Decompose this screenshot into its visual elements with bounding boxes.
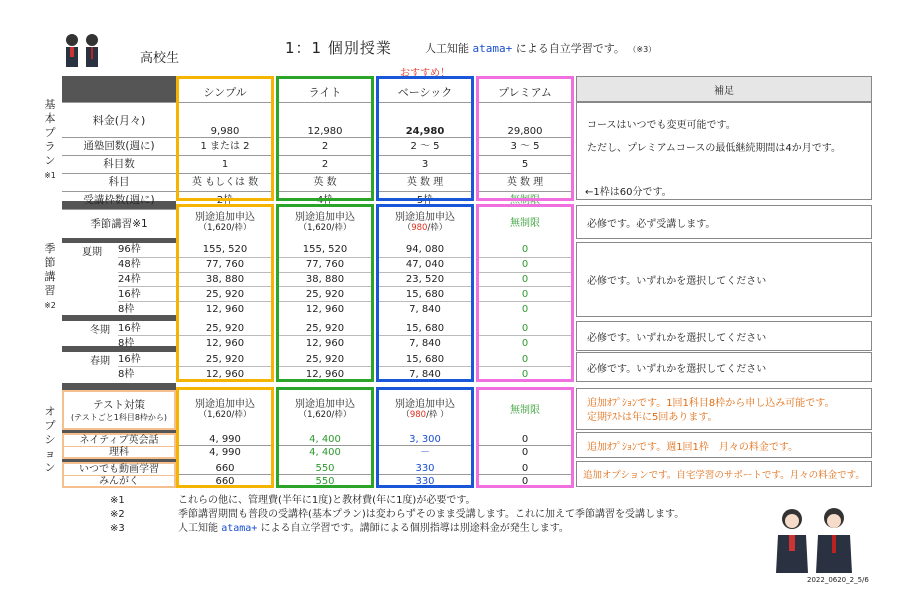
native-simple: 4, 990	[178, 433, 272, 446]
summer-light-value: 12, 960	[305, 303, 345, 315]
recommend-badge: おすすめ！	[400, 68, 451, 79]
column-outline-light	[276, 204, 374, 382]
spring-premium-value: 0	[478, 352, 572, 367]
seasonal-basic: 別途追加申込 （980/枠）	[395, 212, 455, 233]
winter-simple-value: 25, 920	[178, 321, 272, 336]
column-outline-basic	[376, 387, 474, 488]
column-outline-light	[276, 387, 374, 488]
section-bar-options	[62, 383, 176, 390]
subjects-premium: 英 数 理	[478, 174, 572, 192]
column-outline-light	[276, 76, 374, 201]
level-label: 高校生	[140, 51, 180, 66]
mingaku-basic: 330	[415, 475, 435, 487]
native-premium: 0	[478, 433, 572, 446]
summer-premium-value: 0	[478, 258, 572, 273]
note-basic-box: コースはいつでも変更可能です。 ただし、プレミアムコースの最低継続期間は4か月です。 ←1枠は60分です。	[576, 102, 872, 200]
page-subtitle: 人工知能 atama+ による自立学習です。 （※3）	[425, 42, 657, 55]
slots-light: 4枠	[316, 195, 334, 206]
footnote-1: ※1 これらの他に、管理費(半年に1度)と教材費(年に1度)が必要です。	[110, 495, 476, 506]
spring-simple-value: 25, 920	[178, 352, 272, 367]
option-label-native-block	[62, 433, 176, 459]
row-label-visits: 通塾回数(週に)	[62, 138, 176, 156]
summer-simple-value: 38, 880	[178, 273, 272, 288]
winter-basic-value: 15, 680	[378, 321, 472, 336]
spring-simple-value: 12, 960	[205, 368, 245, 380]
spring-label: 春期	[90, 356, 110, 367]
video-simple: 660	[178, 462, 272, 475]
winter-slot-label: 16枠	[118, 321, 176, 336]
row-label-native: ネイティブ英会話	[64, 435, 174, 447]
winter-premium-value: 0	[521, 337, 529, 349]
winter-premium-value: 0	[478, 321, 572, 336]
summer-slot-label: 16枠	[118, 287, 176, 302]
basic-labels	[62, 102, 176, 210]
section-label-seasonal: 季節講習 ※2	[44, 242, 56, 310]
note-header-box: 補足	[576, 76, 872, 102]
summer-basic-value: 23, 520	[378, 273, 472, 288]
winter-light-value: 12, 960	[305, 337, 345, 349]
spring-light-value: 12, 960	[305, 368, 345, 380]
slots-simple: 2枠	[216, 195, 234, 206]
column-outline-basic	[376, 204, 474, 382]
summer-simple-value: 155, 520	[178, 243, 272, 258]
seasonal-premium: 無制限	[510, 217, 540, 229]
student-illustration-top	[62, 32, 104, 68]
science-premium: 0	[521, 446, 529, 458]
row-label-science: 理科	[109, 447, 129, 458]
column-header-simple: シンプル	[203, 85, 247, 99]
summer-slot-label: 8枠	[118, 303, 135, 315]
summer-slot-label: 48枠	[118, 258, 176, 273]
mingaku-simple: 660	[215, 475, 235, 487]
visits-simple: 1 または 2	[178, 138, 272, 156]
spring-basic-value: 15, 680	[378, 352, 472, 367]
column-outline-premium	[476, 204, 574, 382]
summer-premium-value: 0	[478, 273, 572, 288]
mingaku-premium: 0	[521, 475, 529, 487]
note-native: 追加ｵﾌﾟｼｮﾝです。週1回1枠 月々の料金です。	[576, 432, 872, 458]
test-basic: 別途追加申込 （980/枠 ）	[395, 399, 455, 420]
column-header-premium: プレミアム	[498, 85, 552, 99]
spring-slot-label: 8枠	[118, 368, 135, 380]
note-test: 追加ｵﾌﾟｼｮﾝです。1回1科目8枠から申し込み可能です。 定期ﾃｽﾄは年に5回あります。	[576, 388, 872, 430]
science-light: 4, 400	[309, 446, 341, 458]
column-outline-simple	[176, 387, 274, 488]
summer-simple-value: 77, 760	[178, 258, 272, 273]
slots-premium: 無制限	[510, 195, 540, 206]
subjects-basic: 英 数 理	[378, 174, 472, 192]
footnotes	[110, 494, 750, 536]
page-code: 2022_0620_2_5/6	[807, 576, 869, 584]
winter-basic-value: 7, 840	[409, 337, 441, 349]
summer-basic-value: 7, 840	[409, 303, 441, 315]
winter-light-value: 25, 920	[278, 321, 372, 336]
science-basic: －	[420, 446, 430, 458]
row-label-video: いつでも動画学習	[64, 464, 174, 476]
spring-basic-value: 7, 840	[409, 368, 441, 380]
winter-simple-value: 12, 960	[205, 337, 245, 349]
mingaku-light: 550	[315, 475, 335, 487]
column-outline-simple	[176, 204, 274, 382]
section-label-basic: 基本プラン ※1	[44, 98, 56, 180]
option-label-test: テスト対策 (テストごと1科目8枠から)	[62, 390, 176, 430]
spring-premium-value: 0	[521, 368, 529, 380]
fee-premium: 29,800	[478, 102, 572, 138]
test-premium: 無制限	[510, 404, 540, 416]
note-spring: 必修です。いずれかを選択してください	[576, 352, 872, 382]
summer-basic-value: 15, 680	[378, 287, 472, 302]
option-label-video-block	[62, 462, 176, 488]
column-outline-premium	[476, 76, 574, 201]
subjects-simple: 英 もしくは 数	[178, 174, 272, 192]
test-light: 別途追加申込 （1,620/枠）	[295, 399, 355, 420]
row-label-seasonal: 季節講習※1	[90, 217, 148, 230]
column-outline-basic	[376, 76, 474, 201]
visits-premium: 3 ～ 5	[478, 138, 572, 156]
seasonal-light: 別途追加申込 （1,620/枠）	[295, 212, 355, 233]
summer-premium-value: 0	[478, 287, 572, 302]
summer-slot-label: 24枠	[118, 273, 176, 288]
column-header-basic: ベーシック	[397, 85, 453, 99]
seasonal-simple: 別途追加申込 （1,620/枠）	[195, 212, 255, 233]
subject-count-premium: 5	[478, 156, 572, 174]
science-simple: 4, 990	[209, 446, 241, 458]
row-label-subjects: 科目	[62, 174, 176, 192]
summer-basic-value: 94, 080	[378, 243, 472, 258]
winter-label: 冬期	[90, 325, 110, 336]
summer-basic-value: 47, 040	[378, 258, 472, 273]
summer-light-value: 77, 760	[278, 258, 372, 273]
note-winter: 必修です。いずれかを選択してください	[576, 321, 872, 351]
note-video: 追加オプションです。自宅学習のサポートです。月々の料金です。	[576, 461, 872, 487]
column-outline-simple	[176, 76, 274, 201]
note-summer: 必修です。いずれかを選択してください	[576, 242, 872, 317]
video-light: 550	[278, 462, 372, 475]
summer-premium-value: 0	[478, 243, 572, 258]
test-simple: 別途追加申込 （1,620/枠）	[195, 399, 255, 420]
fee-basic: 24,980	[378, 102, 472, 138]
subject-count-simple: 1	[178, 156, 272, 174]
student-illustration-bottom	[770, 505, 860, 573]
summer-label: 夏期	[82, 247, 102, 258]
spring-light-value: 25, 920	[278, 352, 372, 367]
column-header-light: ライト	[308, 85, 342, 99]
fee-light: 12,980	[278, 102, 372, 138]
subject-count-basic: 3	[378, 156, 472, 174]
slots-basic: 5枠	[416, 195, 434, 206]
fee-simple: 9,980	[178, 102, 272, 138]
row-label-subject-count: 科目数	[62, 156, 176, 174]
column-outline-premium	[476, 387, 574, 488]
video-basic: 330	[378, 462, 472, 475]
summer-simple-value: 25, 920	[178, 287, 272, 302]
summer-premium-value: 0	[521, 303, 529, 315]
native-light: 4, 400	[278, 433, 372, 446]
row-label-mingaku: みんがく	[99, 476, 139, 487]
footnote-3: ※3 人工知能 atama+ による自立学習です。講師による個別指導は別途料金が発生します。	[110, 523, 569, 534]
page-title: 1：1 個別授業	[285, 39, 392, 57]
winter-slot-label: 8枠	[118, 337, 135, 349]
note-seasonal-header: 必修です。必ず受講します。	[576, 205, 872, 239]
video-premium: 0	[478, 462, 572, 475]
footnote-2: ※2 季節講習期間も普段の受講枠(基本プラン)は変わらずそのまま受講します。これに加えて季節講習を受講します。	[110, 509, 685, 520]
native-basic: 3, 300	[378, 433, 472, 446]
row-label-fee: 料金(月々)	[62, 103, 176, 138]
visits-basic: 2 ～ 5	[378, 138, 472, 156]
summer-light-value: 155, 520	[278, 243, 372, 258]
section-label-options: オプション	[44, 405, 56, 474]
section-bar-basic	[62, 76, 176, 102]
spring-slot-label: 16枠	[118, 352, 176, 367]
subject-count-light: 2	[278, 156, 372, 174]
row-label-slots: 受講枠数(週に)	[62, 192, 176, 210]
summer-light-value: 25, 920	[278, 287, 372, 302]
subjects-light: 英 数	[278, 174, 372, 192]
visits-light: 2	[278, 138, 372, 156]
summer-simple-value: 12, 960	[205, 303, 245, 315]
summer-light-value: 38, 880	[278, 273, 372, 288]
summer-slot-label: 96枠	[118, 243, 176, 258]
